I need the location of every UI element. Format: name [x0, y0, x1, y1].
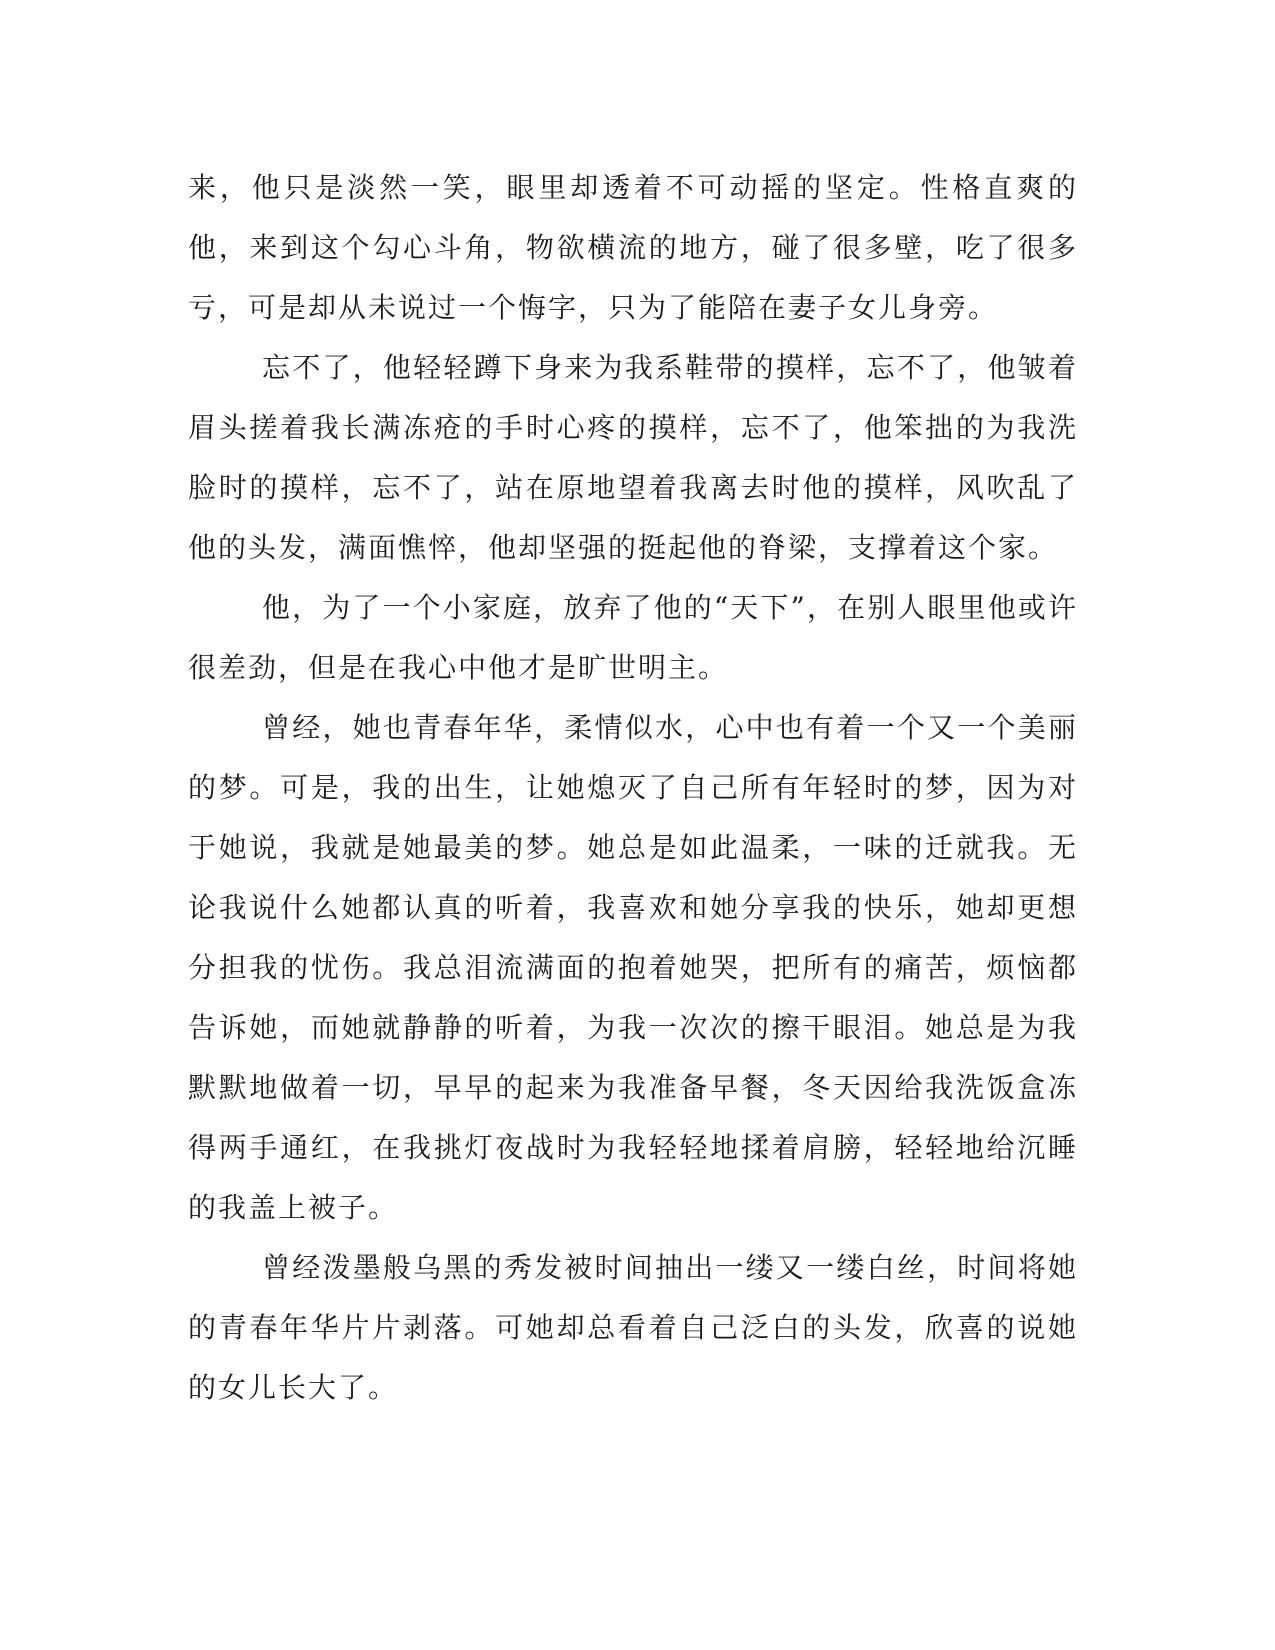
paragraph-5: 曾经泼墨般乌黑的秀发被时间抽出一缕又一缕白丝，时间将她的青春年华片片剥落。可她却总看着自己泛白的头发，欣喜的说她的女儿长大了。 [188, 1251, 1078, 1404]
paragraph-1: 来，他只是淡然一笑，眼里却透着不可动摇的坚定。性格直爽的他，来到这个勾心斗角，物欲横流的地方，碰了很多壁，吃了很多亏，可是却从未说过一个悔字，只为了能陪在妻子女儿身旁。 [188, 171, 1078, 324]
paragraph-2: 忘不了，他轻轻蹲下身来为我系鞋带的摸样，忘不了，他皱着眉头搓着我长满冻疮的手时心疼的摸样，忘不了，他笨拙的为我洗脸时的摸样，忘不了，站在原地望着我离去时他的摸样，风吹乱了他的头发，满面憔悴，他却坚强的挺起他的脊梁，支撑着这个家。 [188, 351, 1078, 564]
paragraph-4: 曾经，她也青春年华，柔情似水，心中也有着一个又一个美丽的梦。可是，我的出生，让她熄灭了自己所有年轻时的梦，因为对于她说，我就是她最美的梦。她总是如此温柔，一味的迁就我。无论我说什么她都认真的听着，我喜欢和她分享我的快乐，她却更想分担我的忧伤。我总泪流满面的抱着她哭，把所有的痛苦，烦恼都告诉她，而她就静静的听着，为我一次次的擦干眼泪。她总是为我默默地做着一切，早早的起来为我准备早餐，冬天因给我洗饭盒冻得两手通红，在我挑灯夜战时为我轻轻地揉着肩膀，轻轻地给沉睡的我盖上被子。 [188, 711, 1078, 1224]
paragraph-3: 他，为了一个小家庭，放弃了他的“天下”，在别人眼里他或许很差劲，但是在我心中他才是旷世明主。 [188, 591, 1078, 684]
body-text [188, 158, 1078, 1418]
